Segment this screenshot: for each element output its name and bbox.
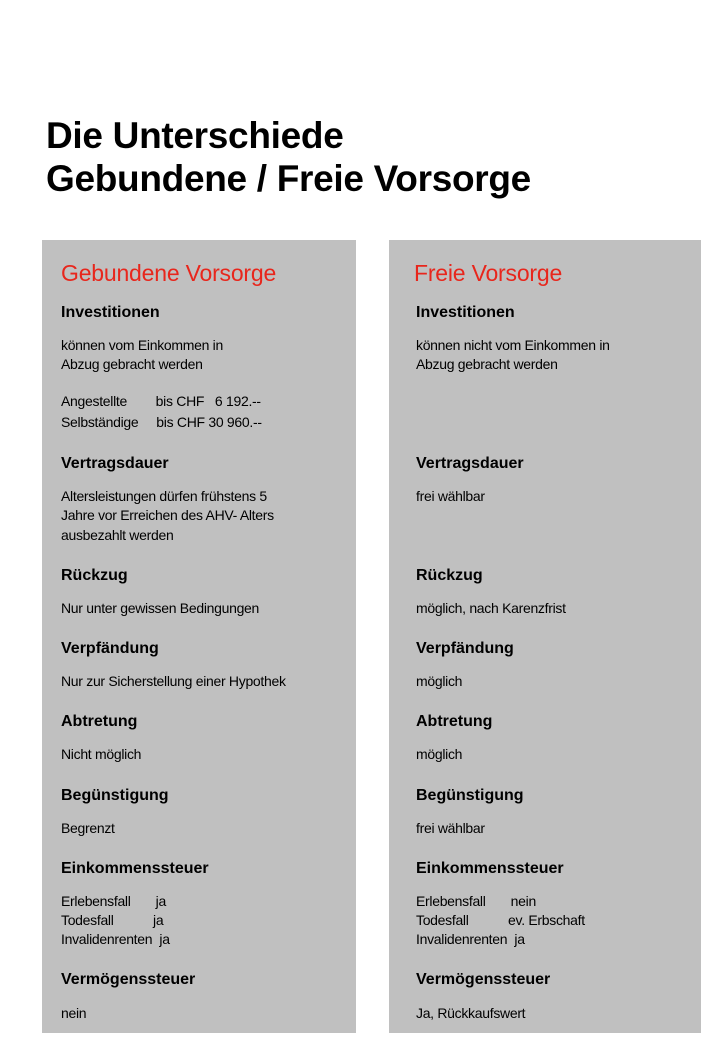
label-beguenstigung: Begünstigung bbox=[416, 787, 524, 804]
label-abtretung: Abtretung bbox=[61, 713, 138, 730]
text-vertragsdauer-line-1: Altersleistungen dürfen frühstens 5 bbox=[61, 488, 267, 504]
text-investitionen-line-1: können vom Einkommen in bbox=[61, 337, 223, 353]
label-investitionen: Investitionen bbox=[416, 304, 515, 321]
panel-heading-freie: Freie Vorsorge bbox=[414, 260, 563, 286]
text-limit-selbstaendige: Selbständige bis CHF 30 960.-- bbox=[61, 414, 262, 430]
text-abtretung: Nicht möglich bbox=[61, 746, 142, 762]
text-einkommenssteuer-line-3: Invalidenrenten ja bbox=[416, 931, 525, 947]
text-einkommenssteuer-line-1: Erlebensfall ja bbox=[61, 893, 166, 909]
label-investitionen: Investitionen bbox=[61, 304, 160, 321]
panel-heading-gebundene: Gebundene Vorsorge bbox=[61, 260, 277, 286]
text-verpfaendung: möglich bbox=[416, 673, 463, 689]
label-verpfaendung: Verpfändung bbox=[61, 640, 159, 657]
text-vermoegenssteuer: Ja, Rückkaufswert bbox=[416, 1005, 526, 1021]
page-title bbox=[46, 114, 531, 200]
text-rueckzug: Nur unter gewissen Bedingungen bbox=[61, 600, 260, 616]
text-vertragsdauer: frei wählbar bbox=[416, 488, 485, 504]
label-abtretung: Abtretung bbox=[416, 713, 493, 730]
text-einkommenssteuer-line-1: Erlebensfall nein bbox=[416, 893, 536, 909]
text-investitionen-line-1: können nicht vom Einkommen in bbox=[416, 337, 610, 353]
label-vermoegenssteuer: Vermögenssteuer bbox=[416, 971, 551, 988]
label-vertragsdauer: Vertragsdauer bbox=[61, 455, 169, 472]
label-beguenstigung: Begünstigung bbox=[61, 787, 169, 804]
label-vertragsdauer: Vertragsdauer bbox=[416, 455, 524, 472]
panel-gebundene-vorsorge bbox=[42, 240, 356, 1033]
label-einkommenssteuer: Einkommenssteuer bbox=[416, 860, 564, 877]
text-beguenstigung: Begrenzt bbox=[61, 820, 115, 836]
panel-freie-vorsorge bbox=[389, 240, 701, 1033]
label-rueckzug: Rückzug bbox=[416, 567, 483, 584]
text-investitionen-line-2: Abzug gebracht werden bbox=[61, 356, 203, 372]
text-abtretung: möglich bbox=[416, 746, 463, 762]
text-verpfaendung: Nur zur Sicherstellung einer Hypothek bbox=[61, 673, 286, 689]
page-title-line-2: Gebundene / Freie Vorsorge bbox=[46, 158, 531, 199]
text-einkommenssteuer-line-2: Todesfall ev. Erbschaft bbox=[416, 912, 585, 928]
label-verpfaendung: Verpfändung bbox=[416, 640, 514, 657]
page-title-line-1: Die Unterschiede bbox=[46, 115, 344, 156]
text-limit-angestellte: Angestellte bis CHF 6 192.-- bbox=[61, 393, 261, 409]
label-rueckzug: Rückzug bbox=[61, 567, 128, 584]
text-einkommenssteuer-line-2: Todesfall ja bbox=[61, 912, 164, 928]
text-rueckzug: möglich, nach Karenzfrist bbox=[416, 600, 566, 616]
text-vermoegenssteuer: nein bbox=[61, 1005, 87, 1021]
text-vertragsdauer-line-3: ausbezahlt werden bbox=[61, 527, 174, 543]
label-einkommenssteuer: Einkommenssteuer bbox=[61, 860, 209, 877]
text-vertragsdauer-line-2: Jahre vor Erreichen des AHV- Alters bbox=[61, 507, 274, 523]
text-einkommenssteuer-line-3: Invalidenrenten ja bbox=[61, 931, 170, 947]
text-investitionen-line-2: Abzug gebracht werden bbox=[416, 356, 558, 372]
text-beguenstigung: frei wählbar bbox=[416, 820, 485, 836]
label-vermoegenssteuer: Vermögenssteuer bbox=[61, 971, 196, 988]
